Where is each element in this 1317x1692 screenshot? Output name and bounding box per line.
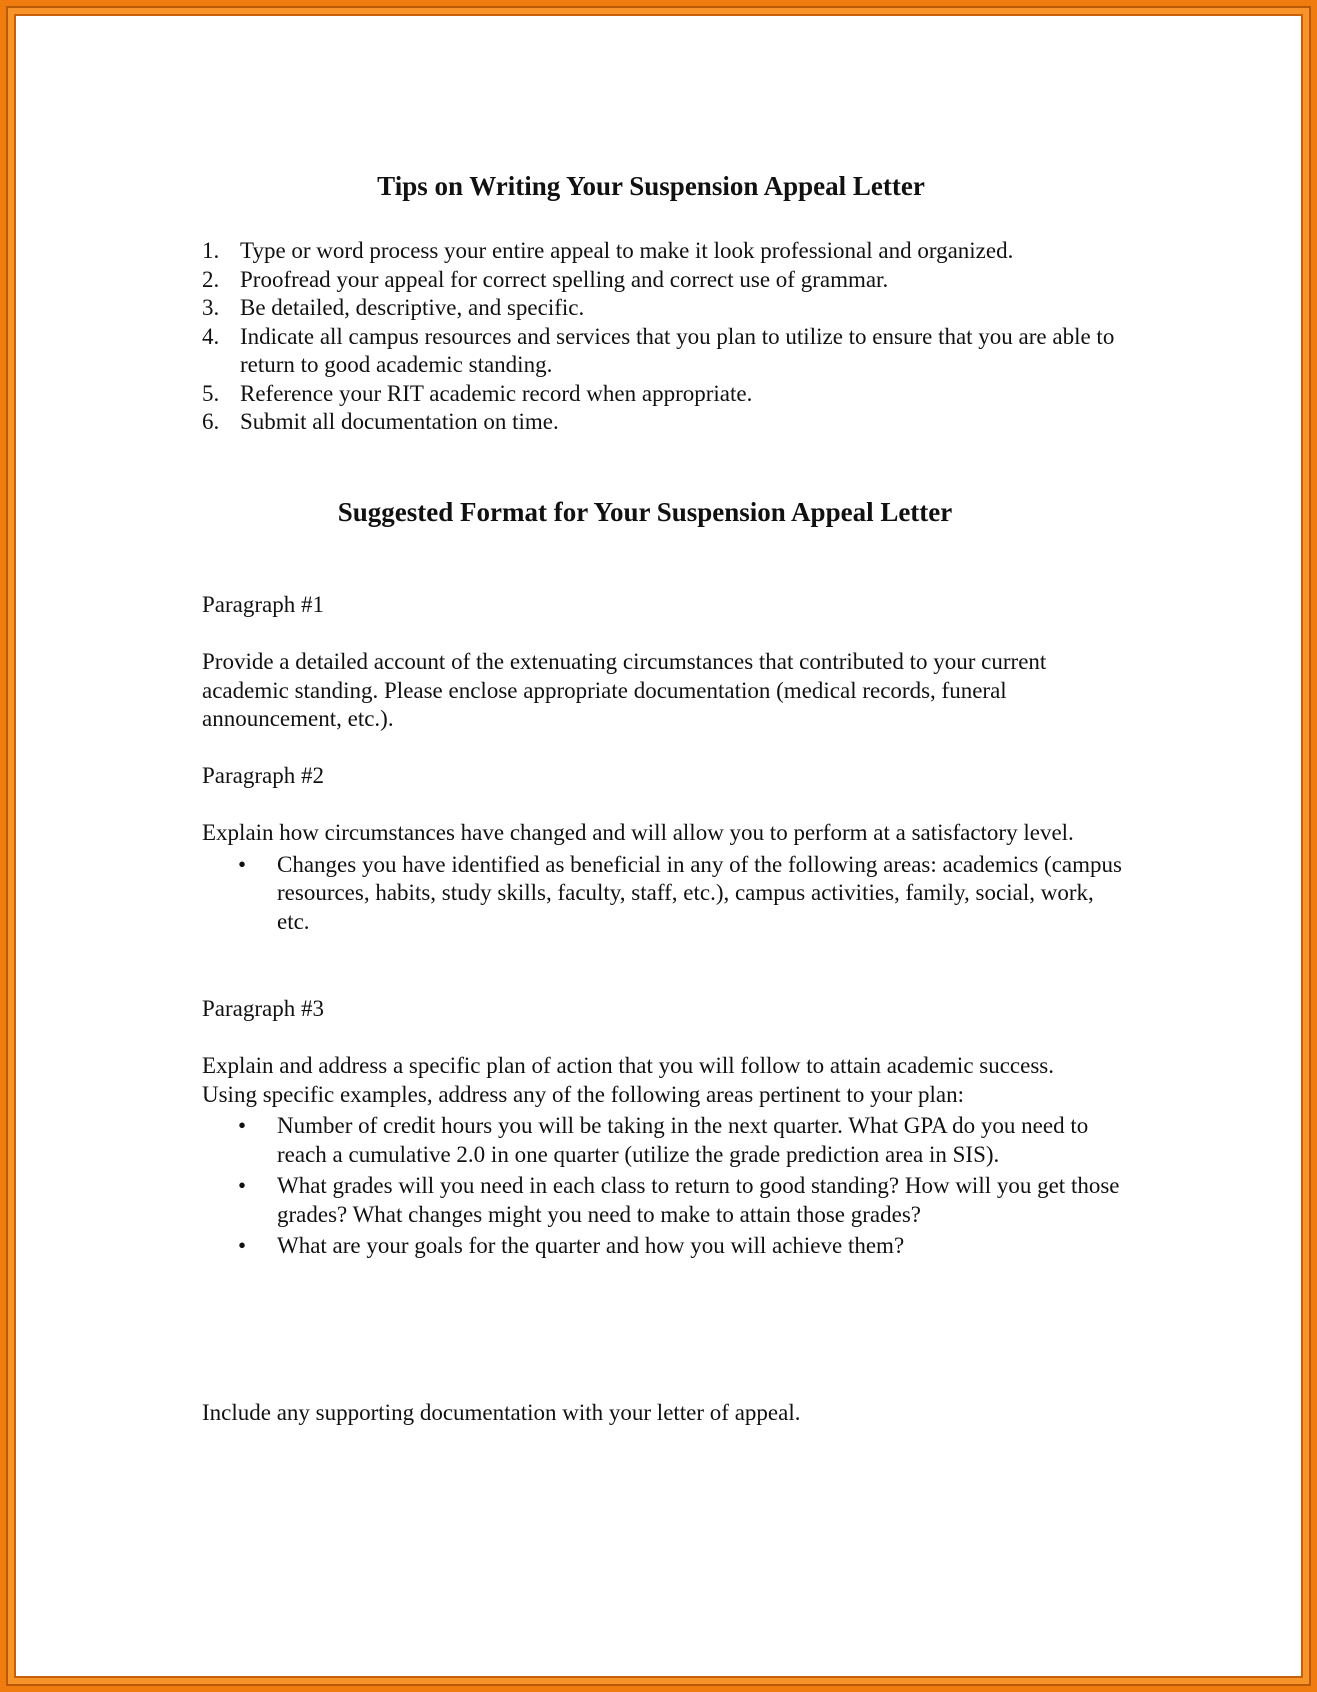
list-item	[202, 323, 1122, 380]
list-item	[202, 1112, 1122, 1169]
list-text: What are your goals for the quarter and how you will achieve them?	[277, 1233, 905, 1258]
list-text: Reference your RIT academic record when appropriate.	[240, 380, 753, 406]
bullet-glyph: •	[238, 1113, 247, 1138]
bullet-glyph: •	[238, 851, 247, 877]
paragraph-2-bullets	[202, 851, 1122, 937]
paragraph-3-section	[202, 1052, 1122, 1261]
list-number: 5.	[202, 380, 220, 406]
paragraph-2-body: Explain how circumstances have changed and will allow you to perform at a satisfactory level.	[202, 820, 1074, 845]
list-text: Indicate all campus resources and services that you plan to utilize to ensure that you are able to return to good academic standing.	[240, 323, 1115, 377]
list-item	[202, 1172, 1122, 1229]
list-text: Type or word process your entire appeal to make it look professional and organized.	[240, 238, 1014, 263]
list-text: Number of credit hours you will be taking in the next quarter. What GPA do you need to reach a cumulative 2.0 in one quarter (utilize the grade prediction area in SIS).	[277, 1113, 1089, 1167]
paragraph-3-bullets	[202, 1112, 1122, 1261]
document-page	[14, 14, 1303, 1678]
list-item	[202, 294, 1122, 323]
list-text: Submit all documentation on time.	[240, 409, 559, 434]
list-text: Be detailed, descriptive, and specific.	[240, 295, 585, 320]
list-item	[202, 266, 1122, 295]
list-text: What grades will you need in each class to return to good standing? How will you get those grades? What changes might you need to make to attain those grades?	[277, 1173, 1120, 1227]
paragraph-2-section	[202, 819, 1122, 936]
list-text: Changes you have identified as beneficial in any of the following areas: academics (campus resources, habits, study skills, faculty, staff, etc.), campus activities, family, social, work, etc.	[277, 851, 1122, 934]
closing-line: Include any supporting documentation with your letter of appeal.	[202, 1400, 801, 1425]
list-item	[202, 408, 1122, 437]
paragraph-1-body: Provide a detailed account of the extenuating circumstances that contributed to your current academic standing. Please enclose appropriate documentation (medical records, funeral announcement, etc.).	[202, 649, 1047, 731]
border-inner	[6, 6, 1311, 1686]
bullet-glyph: •	[238, 1173, 247, 1198]
tips-list	[202, 237, 1122, 437]
list-number: 2.	[202, 266, 220, 292]
list-number: 3.	[202, 295, 220, 320]
title-format: Suggested Format for Your Suspension Appeal Letter	[337, 497, 953, 527]
list-item	[202, 1232, 1122, 1261]
paragraph-3-heading: Paragraph #3	[202, 996, 324, 1021]
list-item	[202, 851, 1122, 937]
list-number: 1.	[202, 238, 220, 263]
list-number: 6.	[202, 409, 220, 434]
list-text: Proofread your appeal for correct spelling and correct use of grammar.	[240, 266, 889, 292]
paragraph-1-heading: Paragraph #1	[202, 592, 324, 617]
list-item	[202, 237, 1122, 266]
title-tips: Tips on Writing Your Suspension Appeal Letter	[377, 171, 925, 201]
paragraph-3-body: Explain and address a specific plan of action that you will follow to attain academic success. Using specific examples, address any of the following areas pertinent to your plan:	[202, 1053, 1054, 1107]
list-number: 4.	[202, 323, 220, 349]
list-item	[202, 380, 1122, 409]
bullet-glyph: •	[238, 1233, 247, 1258]
paragraph-2-heading: Paragraph #2	[202, 763, 324, 788]
